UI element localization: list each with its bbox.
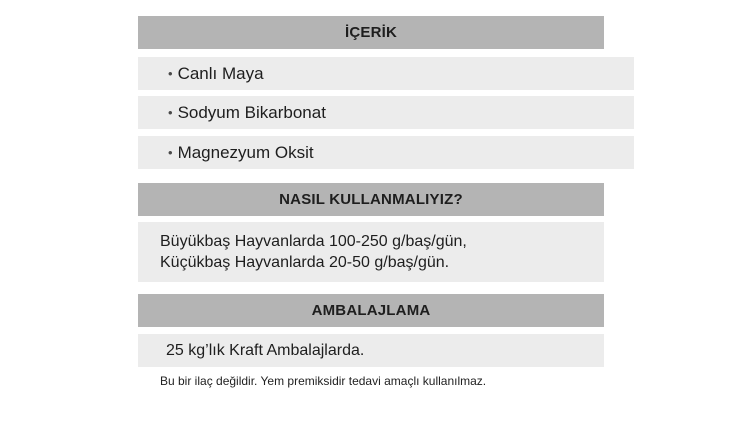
icerik-header [138, 16, 604, 49]
bullet-icon: • [168, 145, 173, 160]
usage-box [138, 222, 604, 282]
usage-line-small: Küçükbaş Hayvanlarda 20-50 g/baş/gün. [160, 254, 450, 271]
bullet-icon: • [168, 66, 173, 81]
ingredient-label: Canlı Maya [177, 63, 264, 83]
usage-line-large: Büyükbaş Hayvanlarda 100-250 g/baş/gün, [160, 233, 467, 250]
packaging-box [138, 334, 604, 367]
kullanim-header [138, 183, 604, 216]
ingredient-item [138, 136, 634, 169]
packaging-text: 25 kg’lık Kraft Ambalajlarda. [166, 342, 365, 359]
ambalaj-header [138, 294, 604, 327]
disclaimer-note: Bu bir ilaç değildir. Yem premiksidir tedavi amaçlı kullanılmaz. [160, 374, 487, 388]
ambalaj-title: AMBALAJLAMA [311, 302, 431, 319]
ingredient-label: Magnezyum Oksit [177, 142, 314, 162]
icerik-title: İÇERİK [344, 24, 398, 41]
ingredient-item [138, 57, 634, 90]
bullet-icon: • [168, 105, 173, 120]
ingredient-item [138, 96, 634, 129]
ingredient-label: Sodyum Bikarbonat [177, 102, 326, 122]
kullanim-title: NASIL KULLANMALIYIZ? [279, 191, 463, 208]
